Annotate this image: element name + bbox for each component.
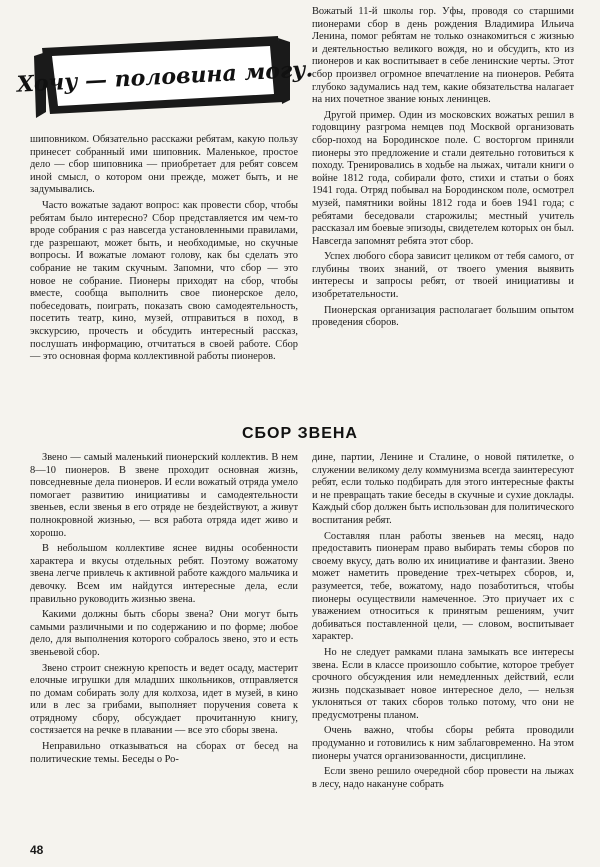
paragraph: Другой пример. Один из московских вожатых решил в годовщину разгрома немцев под Москвой организовать сбор-поход на Бородинское поле. С восторгом приняли пионеры это предложение и стали деятельно готовиться к походу. Тренировались в ходьбе на лыжах, читали книги о войне 1812 года, собирали фото, стихи и статьи о боях 1941 года. Отряд побывал на Бородинском поле, осмотрел музей, памятники войны 1812 года и боев 1941 года; с ребятами беседовали старожилы; местный учитель рассказал им боевые эпизоды, свидетелем которых он был. Навсегда запомнят ребята этот сбор. [312, 109, 574, 247]
paragraph: Вожатый 11-й школы гор. Уфы, проводя со старшими пионерами сбор в день рождения Владимира Ильича Ленина, помог ребятам не только ознакомиться с жизнью и деятельностью великого вождя, но и обсудить, кто из пионеров и как воспитывает в себе ленинские черты. Этот сбор произвел огромное впечатление на пионеров. Ребята глубоко задумались над тем, какие обязательства налагает на них почетное звание юных ленинцев. [312, 6, 574, 106]
paragraph: Если звено решило очередной сбор провести на лыжах в лесу, надо накануне собрать [312, 766, 574, 790]
column-bottom-right [312, 452, 574, 794]
paragraph: дине, партии, Ленине и Сталине, о новой пятилетке, о служении великому делу коммунизма всегда заинтересуют ребят, если только подбирать для этого интересные факты и не превращать такие беседы в скучные и сухие доклады. Каждый сбор должен быть использован для политического воспитания ребят. [312, 452, 574, 526]
column-bottom-left [30, 452, 298, 769]
paragraph: Какими должны быть сборы звена? Они могут быть самыми различными и по содержанию и по форме; любое дело, для выполнения которого собралось звено, это и есть звеньевой сбор. [30, 609, 298, 658]
paragraph: Звено строит снежную крепость и ведет осаду, мастерит елочные игрушки для младших школьников, отправляется по домам собирать золу для колхоза, идет в музей, в кино или в лес за грибами, выполняет поручения совета к отрядному сбору, обсуждает прочитанную книгу, состязается на речке в плавании — все это сборы звена. [30, 662, 298, 737]
title-banner [16, 26, 314, 126]
paragraph: Но не следует рамками плана замыкать все интересы звена. Если в классе произошло событие, которое требует срочного обсуждения или немедленных действий, если жизнь подсказывает новое интересное дело, — нельзя уклоняться от таких сборов только потому, что они не предусмотрены планом. [312, 646, 574, 721]
page-number: 48 [30, 843, 44, 857]
paragraph: Пионерская организация располагает большим опытом проведения сборов. [312, 304, 574, 329]
paragraph: Очень важно, чтобы сборы ребята проводили продуманно и готовились к ним заблаговременно. На этом пионеры учатся организованности, дисциплине. [312, 725, 574, 762]
paragraph: Составляя план работы звеньев на месяц, надо предоставить пионерам право выбирать темы сборов по своему вкусу, дать волю их инициативе и фантазии. Звено может наметить проведение трех-четырех сборов, и, разумеется, тебе, вожатому, надо позаботиться, чтобы пионеры осуществили намеченное. Это приучает их с уважением относиться к принятым решениям, учит добиваться поставленной цели, — словом, воспитывает характер. [312, 530, 574, 643]
column-top-left [30, 134, 298, 367]
banner-title: Хочу — половина могу. [16, 56, 314, 98]
paragraph: Неправильно отказываться на сборах от бесед на политические темы. Беседы о Ро- [30, 741, 298, 765]
section-title: СБОР ЗВЕНА [242, 425, 358, 442]
paragraph: Часто вожатые задают вопрос: как провести сбор, чтобы ребятам было интересно? Сбор представляется им чем-то вроде собрания с раз навсегда установленными правилами, где разрешают, может быть, и необходимые, но скучные вопросы. И вожатые ломают голову, как бы сделать это собрание не таким скучным. Запомни, что сбор — это новое не собрание. Пионеры приходят на сбор, чтобы вместе, сообща выполнить свое пионерское дело, побеседовать, поиграть, показать свою самодеятельность, посетить театр, кино, музей, отправиться в поход, в экскурсию, прочесть и обсудить интересный рассказ, послушать информацию, отчитаться в своей работе. Сбор — это основная форма коллективной работы пионеров. [30, 199, 298, 363]
column-top-right [312, 6, 574, 333]
paragraph: Успех любого сбора зависит целиком от тебя самого, от глубины твоих знаний, от твоего умения выявить интересы и запросы ребят, от твоей инициативы и изобретательности. [312, 251, 574, 301]
paragraph: В небольшом коллективе яснее видны особенности характера и вкусы отдельных ребят. Поэтому вожатому звена легче привлечь к активной работе каждого мальчика и девочку. Всем им найдутся интересные дела, если правильно руководить жизнью звена. [30, 543, 298, 605]
paragraph: Звено — самый маленький пионерский коллектив. В нем 8—10 пионеров. В звене проходит основная жизнь, повседневные дела пионеров. И если вожатый отряда умело помогает развитию инициативы и самодеятельности звеньев, если звенья в его отряде не бездействуют, а живут полнокровной жизнью, — вся работа отряда идет живо и хорошо. [30, 452, 298, 539]
paragraph: шиповником. Обязательно расскажи ребятам, какую пользу принесет собранный ими шиповник. Маленькое, простое дело — сбор шиповника — приобретает для ребят совсем иной смысл, о котором они прежде, может быть, и не задумывались. [30, 134, 298, 196]
